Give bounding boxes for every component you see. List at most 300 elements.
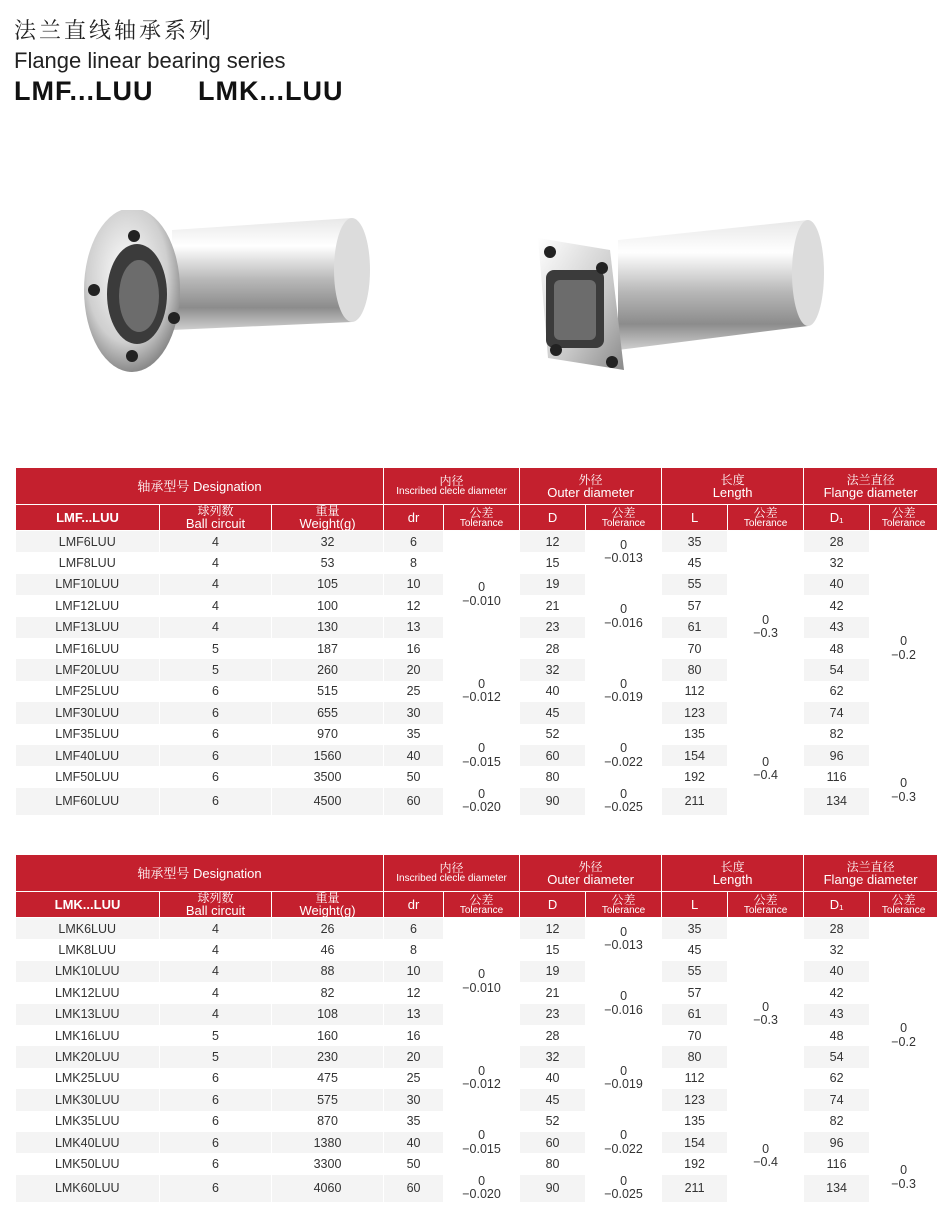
D-cell: 19 [520, 961, 586, 982]
weight-cell: 88 [272, 961, 384, 982]
model-cell: LMF40LUU [16, 745, 160, 766]
model-cell: LMF25LUU [16, 681, 160, 702]
D1-cell: 62 [804, 681, 870, 702]
L-cell: 61 [662, 617, 728, 638]
D1-cell: 40 [804, 961, 870, 982]
D1-tolerance-cell [870, 531, 938, 767]
flange-diameter-header: 法兰直径 Flange diameter [804, 468, 938, 505]
L-cell: 57 [662, 595, 728, 616]
tolerance-upper: 0 [762, 754, 770, 769]
D-tolerance-cell [586, 574, 662, 660]
dr-cell: 10 [384, 961, 444, 982]
dr-cell: 13 [384, 1004, 444, 1025]
weight-cell: 3300 [272, 1153, 384, 1174]
dr-cell: 50 [384, 1153, 444, 1174]
tolerance-lower: −0.4 [753, 768, 778, 783]
ball-circuit-cell: 6 [160, 766, 272, 787]
D1-cell: 62 [804, 1068, 870, 1089]
tolerance-upper: 0 [620, 924, 628, 939]
D1-tolerance-header: 公差 Tolerance [870, 892, 938, 918]
weight-cell: 475 [272, 1068, 384, 1089]
D-cell: 23 [520, 1004, 586, 1025]
designation-header: 轴承型号 Designation [16, 855, 384, 892]
model-cell: LMK12LUU [16, 982, 160, 1003]
dr-cell: 60 [384, 1175, 444, 1203]
tolerance-upper: 0 [620, 988, 628, 1003]
D1-cell: 116 [804, 1153, 870, 1174]
model-header: LMK...LUU [16, 892, 160, 918]
tolerance-upper: 0 [620, 1173, 628, 1188]
D-cell: 52 [520, 1111, 586, 1132]
L-cell: 57 [662, 982, 728, 1003]
L-header: L [662, 892, 728, 918]
weight-header: 重量 Weight(g) [272, 505, 384, 531]
ball-circuit-cell: 6 [160, 681, 272, 702]
weight-cell: 655 [272, 702, 384, 723]
D1-cell: 54 [804, 1046, 870, 1067]
D1-header: D₁ [804, 505, 870, 531]
tolerance-upper: 0 [900, 1162, 908, 1177]
dr-cell: 16 [384, 638, 444, 659]
title-en: Flange linear bearing series [14, 48, 286, 73]
dr-cell: 60 [384, 788, 444, 816]
ball-circuit-cell: 4 [160, 552, 272, 573]
D-cell: 12 [520, 918, 586, 940]
ball-circuit-cell: 4 [160, 1004, 272, 1025]
L-tolerance-cell [728, 1111, 804, 1203]
L-cell: 35 [662, 531, 728, 553]
tolerance-lower: −0.015 [462, 754, 501, 769]
dr-cell: 25 [384, 681, 444, 702]
D-cell: 40 [520, 1068, 586, 1089]
ball-circuit-cell: 4 [160, 982, 272, 1003]
D1-header: D₁ [804, 892, 870, 918]
tolerance-lower: −0.013 [604, 938, 643, 953]
L-cell: 192 [662, 1153, 728, 1174]
tolerance-upper: 0 [762, 999, 770, 1014]
L-tolerance-header: 公差 Tolerance [728, 892, 804, 918]
dr-cell: 30 [384, 1089, 444, 1110]
tolerance-lower: −0.4 [753, 1155, 778, 1170]
ball-circuit-cell: 4 [160, 939, 272, 960]
tolerance-upper: 0 [900, 775, 908, 790]
ball-circuit-cell: 4 [160, 617, 272, 638]
tolerance-lower: −0.022 [604, 754, 643, 769]
header-row-2 [16, 505, 938, 531]
L-cell: 123 [662, 1089, 728, 1110]
dr-tolerance-cell [444, 1111, 520, 1175]
weight-cell: 187 [272, 638, 384, 659]
tolerance-lower: −0.3 [891, 789, 916, 804]
ball-circuit-cell: 6 [160, 1089, 272, 1110]
tolerance-lower: −0.022 [604, 1141, 643, 1156]
inscribed-diameter-header: 内径 Inscribed clecle diameter [384, 855, 520, 892]
dr-cell: 35 [384, 724, 444, 745]
weight-cell: 26 [272, 918, 384, 940]
tolerance-upper: 0 [620, 740, 628, 755]
tolerance-upper: 0 [900, 633, 908, 648]
D-cell: 23 [520, 617, 586, 638]
L-cell: 70 [662, 638, 728, 659]
D-cell: 21 [520, 982, 586, 1003]
dr-cell: 40 [384, 1132, 444, 1153]
ball-circuit-cell: 6 [160, 1132, 272, 1153]
D-cell: 80 [520, 1153, 586, 1174]
ball-circuit-cell: 6 [160, 702, 272, 723]
model-cell: LMK6LUU [16, 918, 160, 940]
D-tolerance-cell [586, 1111, 662, 1175]
D-tolerance-cell [586, 724, 662, 788]
D-cell: 15 [520, 939, 586, 960]
D1-cell: 48 [804, 1025, 870, 1046]
dr-cell: 6 [384, 531, 444, 553]
lmf-spec-table [15, 467, 938, 815]
square-flange-bearing-image [528, 210, 828, 390]
dr-cell: 12 [384, 595, 444, 616]
tolerance-upper: 0 [620, 676, 628, 691]
designation-header: 轴承型号 Designation [16, 468, 384, 505]
D-cell: 80 [520, 766, 586, 787]
L-cell: 70 [662, 1025, 728, 1046]
dr-cell: 16 [384, 1025, 444, 1046]
weight-cell: 1560 [272, 745, 384, 766]
model-cell: LMK30LUU [16, 1089, 160, 1110]
D1-cell: 40 [804, 574, 870, 595]
model-cell: LMK10LUU [16, 961, 160, 982]
model-a-title: LMF...LUU [14, 76, 154, 106]
tolerance-upper: 0 [478, 580, 486, 595]
model-cell: LMF10LUU [16, 574, 160, 595]
weight-cell: 108 [272, 1004, 384, 1025]
ball-circuit-cell: 4 [160, 574, 272, 595]
dr-header: dr [384, 505, 444, 531]
weight-cell: 870 [272, 1111, 384, 1132]
dr-cell: 20 [384, 1046, 444, 1067]
dr-cell: 13 [384, 617, 444, 638]
model-header: LMF...LUU [16, 505, 160, 531]
dr-cell: 12 [384, 982, 444, 1003]
D1-cell: 134 [804, 788, 870, 816]
dr-cell: 8 [384, 552, 444, 573]
tolerance-lower: −0.010 [462, 981, 501, 996]
tolerance-lower: −0.2 [891, 647, 916, 662]
L-cell: 123 [662, 702, 728, 723]
D-cell: 40 [520, 681, 586, 702]
round-flange-bearing-image [82, 210, 382, 390]
D-cell: 28 [520, 1025, 586, 1046]
tolerance-upper: 0 [478, 967, 486, 982]
ball-circuit-cell: 5 [160, 1046, 272, 1067]
D1-cell: 32 [804, 939, 870, 960]
L-cell: 55 [662, 574, 728, 595]
ball-circuit-header: 球列数 Ball circuit [160, 505, 272, 531]
D1-cell: 74 [804, 1089, 870, 1110]
D-cell: 28 [520, 638, 586, 659]
dr-cell: 20 [384, 659, 444, 680]
tolerance-lower: −0.016 [604, 615, 643, 630]
dr-cell: 6 [384, 918, 444, 940]
weight-cell: 575 [272, 1089, 384, 1110]
L-cell: 154 [662, 1132, 728, 1153]
D1-cell: 134 [804, 1175, 870, 1203]
L-tolerance-cell [728, 531, 804, 724]
L-cell: 211 [662, 788, 728, 816]
header-row-1 [16, 468, 938, 505]
title-zh: 法兰直线轴承系列 [14, 18, 215, 43]
outer-diameter-header: 外径 Outer diameter [520, 468, 662, 505]
dr-cell: 25 [384, 1068, 444, 1089]
L-header: L [662, 505, 728, 531]
tolerance-upper: 0 [478, 786, 486, 801]
tolerance-lower: −0.019 [604, 1077, 643, 1092]
L-cell: 154 [662, 745, 728, 766]
D-header: D [520, 892, 586, 918]
L-cell: 55 [662, 961, 728, 982]
tolerance-lower: −0.025 [604, 1187, 643, 1202]
weight-cell: 32 [272, 531, 384, 553]
ball-circuit-header: 球列数 Ball circuit [160, 892, 272, 918]
tolerance-lower: −0.019 [604, 690, 643, 705]
L-cell: 135 [662, 724, 728, 745]
tolerance-upper: 0 [620, 537, 628, 552]
tolerance-lower: −0.2 [891, 1034, 916, 1049]
D-tolerance-cell [586, 918, 662, 961]
dr-cell: 35 [384, 1111, 444, 1132]
model-cell: LMK20LUU [16, 1046, 160, 1067]
D-cell: 90 [520, 1175, 586, 1203]
ball-circuit-cell: 6 [160, 1111, 272, 1132]
ball-circuit-cell: 4 [160, 961, 272, 982]
tolerance-lower: −0.012 [462, 690, 501, 705]
model-cell: LMF8LUU [16, 552, 160, 573]
weight-cell: 130 [272, 617, 384, 638]
table-row [16, 531, 938, 553]
L-cell: 35 [662, 918, 728, 940]
model-cell: LMF12LUU [16, 595, 160, 616]
ball-circuit-cell: 5 [160, 638, 272, 659]
D1-cell: 74 [804, 702, 870, 723]
D-cell: 52 [520, 724, 586, 745]
dr-tolerance-cell [444, 659, 520, 723]
model-cell: LMK16LUU [16, 1025, 160, 1046]
D1-cell: 42 [804, 595, 870, 616]
tolerance-upper: 0 [900, 1020, 908, 1035]
model-cell: LMF6LUU [16, 531, 160, 553]
tolerance-upper: 0 [762, 612, 770, 627]
model-cell: LMF30LUU [16, 702, 160, 723]
L-cell: 45 [662, 552, 728, 573]
table-row [16, 918, 938, 940]
weight-cell: 105 [272, 574, 384, 595]
flange-diameter-header: 法兰直径 Flange diameter [804, 855, 938, 892]
D-tolerance-cell [586, 659, 662, 723]
L-cell: 135 [662, 1111, 728, 1132]
weight-cell: 3500 [272, 766, 384, 787]
D-tolerance-cell [586, 961, 662, 1047]
tolerance-lower: −0.016 [604, 1002, 643, 1017]
D1-cell: 43 [804, 1004, 870, 1025]
D-cell: 45 [520, 702, 586, 723]
table-row [16, 724, 938, 745]
model-cell: LMK25LUU [16, 1068, 160, 1089]
model-cell: LMF16LUU [16, 638, 160, 659]
title-models [14, 76, 379, 107]
ball-circuit-cell: 5 [160, 1025, 272, 1046]
ball-circuit-cell: 4 [160, 531, 272, 553]
dr-tolerance-cell [444, 918, 520, 1047]
D1-cell: 43 [804, 617, 870, 638]
D1-cell: 28 [804, 918, 870, 940]
D-cell: 60 [520, 745, 586, 766]
ball-circuit-cell: 4 [160, 595, 272, 616]
dr-tolerance-cell [444, 1175, 520, 1203]
model-cell: LMF13LUU [16, 617, 160, 638]
header-row-2 [16, 892, 938, 918]
tolerance-upper: 0 [762, 1141, 770, 1156]
L-cell: 80 [662, 1046, 728, 1067]
model-cell: LMK35LUU [16, 1111, 160, 1132]
weight-cell: 230 [272, 1046, 384, 1067]
tolerance-lower: −0.012 [462, 1077, 501, 1092]
weight-cell: 4060 [272, 1175, 384, 1203]
table-row [16, 1111, 938, 1132]
tolerance-upper: 0 [478, 740, 486, 755]
D1-tolerance-cell [870, 766, 938, 815]
weight-cell: 160 [272, 1025, 384, 1046]
tolerance-upper: 0 [620, 1063, 628, 1078]
D1-cell: 96 [804, 1132, 870, 1153]
D-tolerance-header: 公差 Tolerance [586, 892, 662, 918]
ball-circuit-cell: 4 [160, 918, 272, 940]
model-cell: LMF60LUU [16, 788, 160, 816]
D-cell: 15 [520, 552, 586, 573]
L-cell: 112 [662, 1068, 728, 1089]
L-tolerance-header: 公差 Tolerance [728, 505, 804, 531]
dr-tolerance-cell [444, 531, 520, 660]
tolerance-upper: 0 [620, 786, 628, 801]
L-tolerance-cell [728, 724, 804, 816]
D1-cell: 32 [804, 552, 870, 573]
dr-header: dr [384, 892, 444, 918]
D1-cell: 82 [804, 1111, 870, 1132]
L-cell: 211 [662, 1175, 728, 1203]
D-header: D [520, 505, 586, 531]
D-tolerance-cell [586, 1175, 662, 1203]
model-b-title: LMK...LUU [198, 76, 344, 106]
ball-circuit-cell: 6 [160, 1175, 272, 1203]
ball-circuit-cell: 6 [160, 745, 272, 766]
dr-cell: 10 [384, 574, 444, 595]
model-cell: LMK40LUU [16, 1132, 160, 1153]
tolerance-lower: −0.3 [753, 1013, 778, 1028]
model-cell: LMK8LUU [16, 939, 160, 960]
D-tolerance-header: 公差 Tolerance [586, 505, 662, 531]
weight-cell: 4500 [272, 788, 384, 816]
L-cell: 192 [662, 766, 728, 787]
model-cell: LMK13LUU [16, 1004, 160, 1025]
D1-cell: 48 [804, 638, 870, 659]
lmk-spec-table [15, 854, 938, 1202]
D-cell: 21 [520, 595, 586, 616]
ball-circuit-cell: 6 [160, 1153, 272, 1174]
dr-tolerance-cell [444, 788, 520, 816]
D1-tolerance-cell [870, 1153, 938, 1202]
L-cell: 112 [662, 681, 728, 702]
model-cell: LMK60LUU [16, 1175, 160, 1203]
D-cell: 32 [520, 659, 586, 680]
dr-tolerance-header: 公差 Tolerance [444, 892, 520, 918]
ball-circuit-cell: 6 [160, 788, 272, 816]
D-cell: 90 [520, 788, 586, 816]
D1-cell: 96 [804, 745, 870, 766]
tolerance-lower: −0.010 [462, 594, 501, 609]
tolerance-lower: −0.3 [891, 1176, 916, 1191]
L-tolerance-cell [728, 918, 804, 1111]
weight-cell: 970 [272, 724, 384, 745]
weight-cell: 1380 [272, 1132, 384, 1153]
D-tolerance-cell [586, 788, 662, 816]
tolerance-upper: 0 [620, 1127, 628, 1142]
weight-cell: 82 [272, 982, 384, 1003]
weight-cell: 53 [272, 552, 384, 573]
tolerance-lower: −0.020 [462, 800, 501, 815]
ball-circuit-cell: 6 [160, 724, 272, 745]
model-cell: LMF50LUU [16, 766, 160, 787]
weight-cell: 260 [272, 659, 384, 680]
D1-tolerance-cell [870, 918, 938, 1154]
D1-cell: 28 [804, 531, 870, 553]
dr-tolerance-cell [444, 724, 520, 788]
tolerance-upper: 0 [478, 676, 486, 691]
dr-cell: 50 [384, 766, 444, 787]
dr-cell: 40 [384, 745, 444, 766]
L-cell: 61 [662, 1004, 728, 1025]
model-cell: LMK50LUU [16, 1153, 160, 1174]
dr-cell: 8 [384, 939, 444, 960]
D1-cell: 116 [804, 766, 870, 787]
D1-cell: 82 [804, 724, 870, 745]
D-cell: 45 [520, 1089, 586, 1110]
D-cell: 60 [520, 1132, 586, 1153]
D-cell: 12 [520, 531, 586, 553]
weight-header: 重量 Weight(g) [272, 892, 384, 918]
L-cell: 45 [662, 939, 728, 960]
L-cell: 80 [662, 659, 728, 680]
tolerance-lower: −0.3 [753, 626, 778, 641]
tolerance-lower: −0.025 [604, 800, 643, 815]
tolerance-upper: 0 [478, 1173, 486, 1188]
outer-diameter-header: 外径 Outer diameter [520, 855, 662, 892]
weight-cell: 515 [272, 681, 384, 702]
tolerance-lower: −0.020 [462, 1187, 501, 1202]
tolerance-lower: −0.015 [462, 1141, 501, 1156]
dr-tolerance-cell [444, 1046, 520, 1110]
tolerance-upper: 0 [478, 1127, 486, 1142]
model-cell: LMF35LUU [16, 724, 160, 745]
ball-circuit-cell: 5 [160, 659, 272, 680]
D-cell: 32 [520, 1046, 586, 1067]
D-tolerance-cell [586, 1046, 662, 1110]
weight-cell: 100 [272, 595, 384, 616]
inscribed-diameter-header: 内径 Inscribed clecle diameter [384, 468, 520, 505]
tolerance-upper: 0 [620, 601, 628, 616]
header-row-1 [16, 855, 938, 892]
length-header: 长度 Length [662, 468, 804, 505]
D1-tolerance-header: 公差 Tolerance [870, 505, 938, 531]
D-tolerance-cell [586, 531, 662, 574]
D-cell: 19 [520, 574, 586, 595]
ball-circuit-cell: 6 [160, 1068, 272, 1089]
